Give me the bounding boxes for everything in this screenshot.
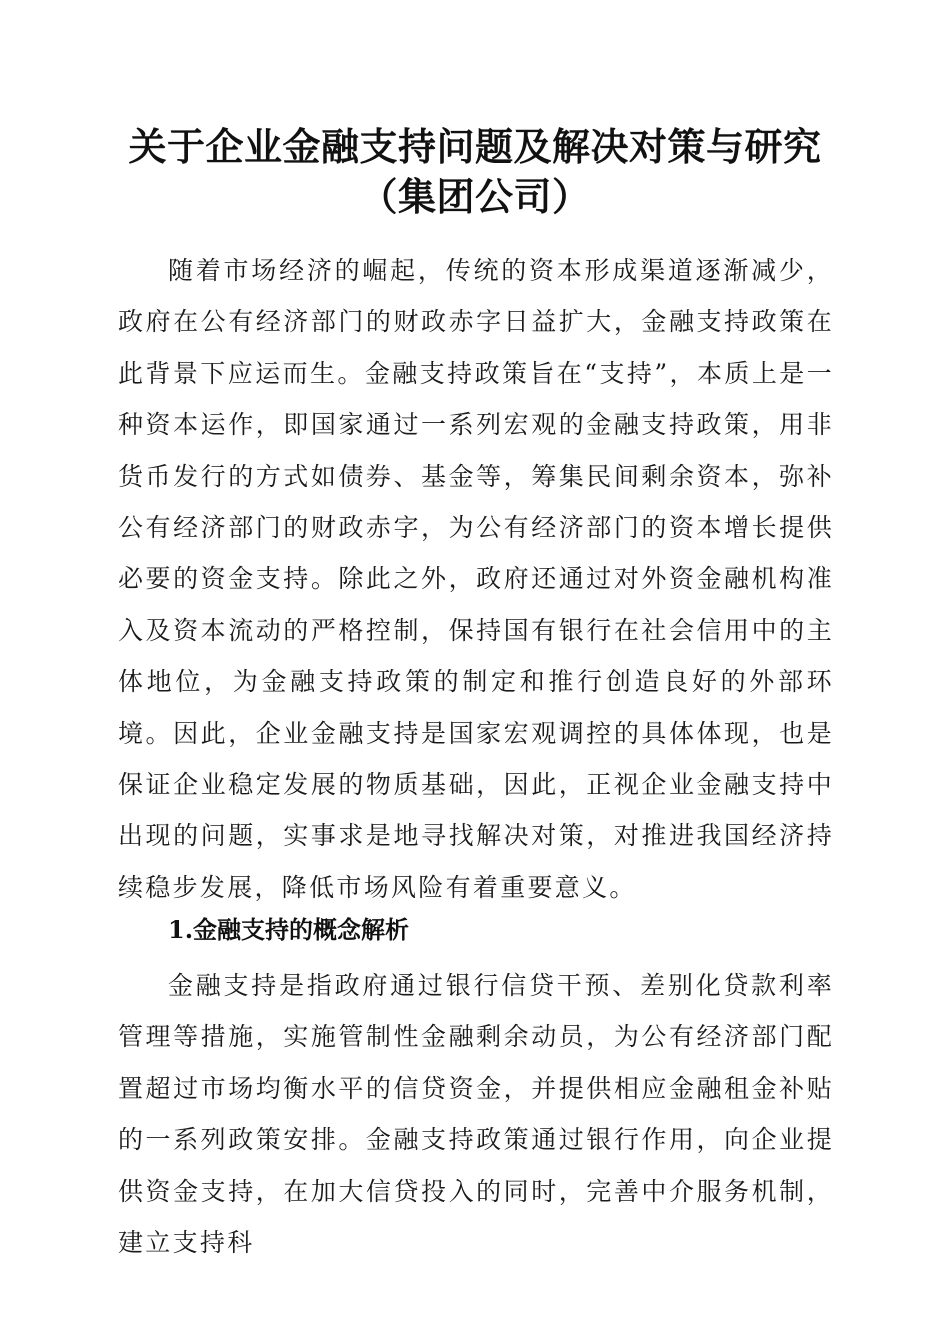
body-paragraph-1: 随着市场经济的崛起，传统的资本形成渠道逐渐减少，政府在公有经济部门的财政赤字日益扩大，金融支持政策在此背景下应运而生。金融支持政策旨在“支持”，本质上是一种资本运作，即国家通过一系列宏观的金融支持政策，用非货币发行的方式如债券、基金等，筹集民间剩余资本，弥补公有经济部门的财政赤字，为公有经济部门的资本增长提供必要的资金支持。除此之外，政府还通过对外资金融机构准入及资本流动的严格控制，保持国有银行在社会信用中的主体地位，为金融支持政策的制定和推行创造良好的外部环境。因此，企业金融支持是国家宏观调控的具体体现，也是保证企业稳定发展的物质基础，因此，正视企业金融支持中出现的问题，实事求是地寻找解决对策，对推进我国经济持续稳步发展，降低市场风险有着重要意义。 (118, 256, 834, 902)
document-title: 关于企业金融支持问题及解决对策与研究（集团公司） (128, 124, 822, 219)
body-paragraph-2: 金融支持是指政府通过银行信贷干预、差别化贷款利率管理等措施，实施管制性金融剩余动员，为公有经济部门配置超过市场均衡水平的信贷资金，并提供相应金融租金补贴的一系列政策安排。金融支持政策通过银行作用，向企业提供资金支持，在加大信贷投入的同时，完善中介服务机制，建立支持科 (118, 971, 834, 1258)
section-heading: 1.金融支持的概念解析 (168, 915, 410, 944)
